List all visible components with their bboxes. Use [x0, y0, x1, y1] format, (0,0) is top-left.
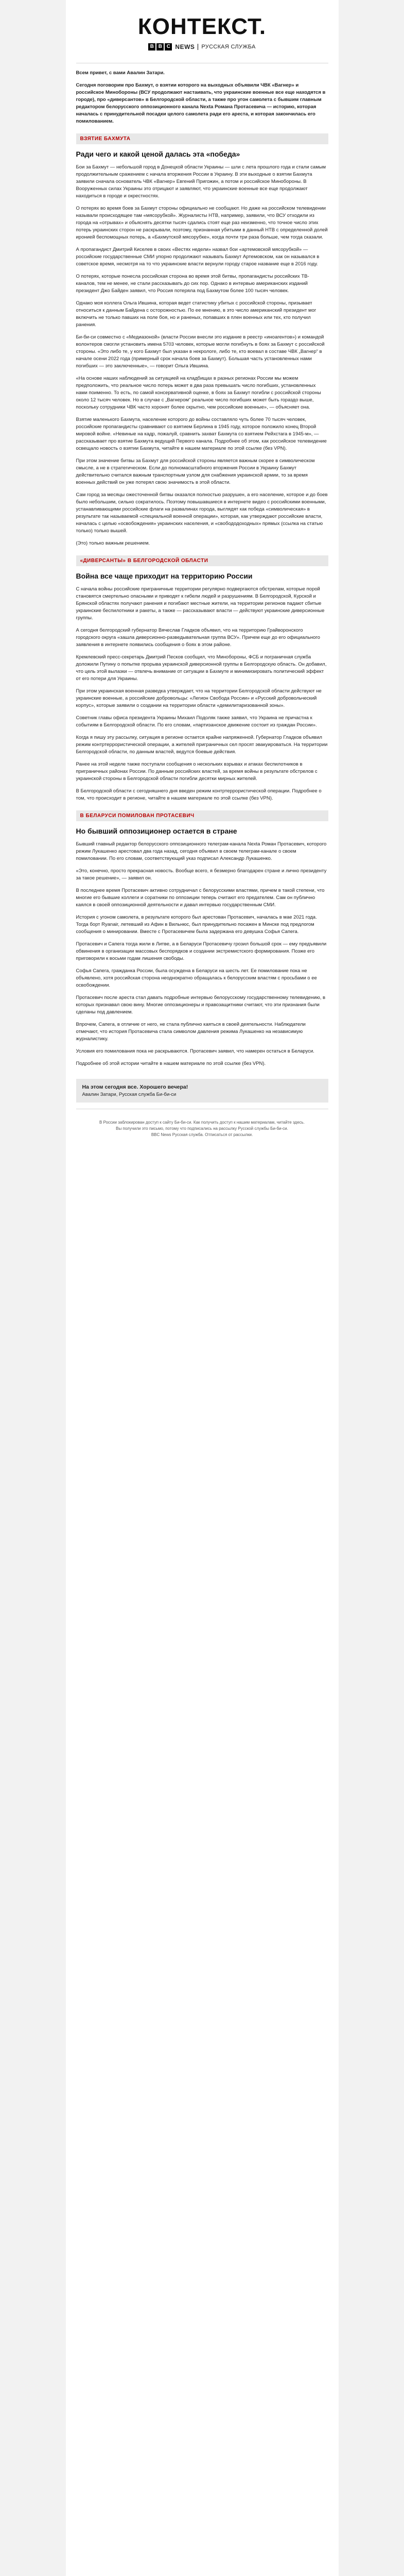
paragraph: «На основе наших наблюдений за ситуацией на кладбищах в разных регионах России мы можем предположить, что реальное число потерь может в два раза превышать число погибших, установленных нами поименно. То есть, по самой консервативной оценке, в боях за Бахмут погибли с российской стороны около 12 тысяч человек. Но в случае с „Вагнером“ реальное число погибших может быть гораздо выше, поскольку сотрудники ЧВК часто хоронят более скрытно, чем российские военные», — объясняет она. — [76, 376, 321, 410]
paragraph: При этом значение битвы за Бахмут для российской стороны является важным скорее в символическом смысле, а не в стратегическом. Если до полномасштабного вторжения России в Украину Бахмут действительно считался важным транспортным узлом для снабжения украинской армии, то за время военных действий он уже потерял свою значимость в этой области. — [76, 458, 315, 485]
legal-footer — [76, 1115, 328, 1138]
paragraph: А сегодня белгородский губернатор Вячеслав Гладков объявил, что на территорию Грайворонского городского округа «зашла диверсионно-разведывательная группа ВСУ». Причем еще до его официального заявления в интернете появились сообщения о боях в этом районе. — [76, 628, 320, 648]
bbc-letter: B — [148, 43, 155, 50]
paragraph: Сам город за месяцы ожесточенной битвы оказался полностью разрушен, а его население, которое и до боев было небольшим, сильно сократилось. Поэтому повышавшиеся в интернете видео с российскими военными, устанавливающими российские флаги на развалинах города, выглядят как победа «символическая» в результате так называемой «специальной военной операции», которая, как утверждают российские власти, началась с целью «освобождения» украинских населения, и «свобододоходных» прямых (ссылка на статью только) только вышей. — [76, 492, 328, 534]
paragraph: Подробнее об этой истории читайте в нашем материале по этой ссылке (без VPN). — [76, 1061, 266, 1066]
paragraph: Однако моя коллега Ольга Ившина, которая ведет статистику убитых с российской стороны, призывает относиться к данным Байдена с осторожностью. По ее мнению, в это число американский президент мог включить не только павших на поле боя, но и раненых, попавших в плен военных или тех, кто получил ранения. — [76, 300, 317, 328]
service-label: РУССКАЯ СЛУЖБА — [201, 44, 256, 50]
bbc-letter: B — [156, 43, 164, 50]
legal-line: В России заблокирован доступ к сайту Би-би-си. Как получить доступ к нашим материалам, читайте здесь. — [99, 1120, 305, 1125]
news-label: NEWS — [175, 43, 195, 50]
paragraph: Когда я пишу эту рассылку, ситуация в регионе остается крайне напряженной. Губернатор Гладков объявил режим контртеррористической операции, а жителей приграничных сел просят эвакуироваться. На территории Белгородской области, по данным властей, ведутся боевые действия. — [76, 735, 328, 755]
newsletter — [66, 0, 339, 2576]
paragraph: О потерях во время боев за Бахмут стороны официально не сообщают. Но даже на российском телевидении называли происходящее там «мясорубкой». Журналисты НТВ, например, заявили, что ВСУ отходили из города на «отрывах» и обьяснять десятки тысяч сдались стоят еще раз неизменно, что точное число этих потерь украинских сторон не раскрывали, поэтому, признанная убитыми в данный НТВ с определенной долей иронией беспомощных потерь, а «Бахмутской мясорубке», когда почти три раза больше, чем тогда сказали. — [76, 206, 328, 240]
paragraph: (Это) только важным решением. — [76, 540, 150, 546]
paragraph: Впрочем, Сапега, в отличие от него, не стала публично каяться в своей деятельности. Наблюдатели отмечают, что история Протасевича стала символом давления режима Лукашенко на независимую журналистику. — [76, 1022, 306, 1042]
author-signature: Авалин Затари, Русская служба Би-би-си — [82, 1092, 177, 1097]
lead-paragraph: Сегодня поговорим про Бахмут, о взятии которого на выходных объявили ЧВК «Вагнер» и российское Минобороны (ВСУ продолжают настаивать, что украинские военные все еще находятся в городе), про «диверсантов» в Белгородской области, а также про угон самолета с бывшим главным редактором белорусского оппозиционного канала Nexta Романа Протасевича — историю, которая началась с принудительной посадки целого самолета ради его ареста, и которая закончилась его помилованием. — [76, 82, 326, 124]
story-body-belgorod — [76, 586, 328, 802]
paragraph: С начала войны российские приграничные территории регулярно подвергаются обстрелам, которые порой становятся смертельно опасными и приводят к гибели людей и разрушениям. В Белгородской, Курской и Брянской областях получают ранения и погибают местные жители, на территории регионов падают сбитые украинские беспилотники и ракеты, а также — рассказывают власти — действуют украинские диверсионные группы. — [76, 586, 325, 621]
paragraph: Ранее на этой неделе также поступали сообщения о нескольких взрывах и атаках беспилотников в приграничных районах России. По данным российских властей, за время войны в результате обстрелов с украинской стороны в Белгородской области погибли десятки мирных жителей. — [76, 761, 318, 782]
paragraph: Советник главы офиса президента Украины Михаил Подоляк также заявил, что Украина не причастна к событиям в Белгородской области. По его словам, «партизанское движение состоит из граждан России». — [76, 715, 317, 728]
paragraph: О потерях, которые понесла российская сторона во время этой битвы, пропагандисты российских ТВ-каналов, тем не менее, не стали рассказывать до сих пор. Однако в интервью американских изданий президент Джо Байден заявил, что Россия потеряла под Бахмутом более 100 тысяч человек. — [76, 274, 309, 294]
paragraph: Би-би-си совместно с «Медиазоной» (власти России внесли это издание в реестр «иноагентов») и командой волонтеров смогли установить имена 5703 человек, которые могли погибнуть в боях за Бахмут с российской стороны. «Это либо те, у кого Бахмут был указан в некрологе, либо те, кто воевал в составе ЧВК „Вагнер“ в начале осени 2022 года (примерный срок начала боев за Бахмут). Большая часть установленных нами погибших — это заключенные», — говорит Ольга Ившина. — [76, 334, 325, 369]
legal-line: BBC News Русская служба. Отписаться от рассылки. — [151, 1132, 253, 1137]
paragraph: Софья Сапега, гражданка России, была осуждена в Беларуси на шесть лет. Ее помилование пока не объявлено, хотя российская сторона неоднократно обращалась к белорусским властям с просьбами о ее освобождении. — [76, 968, 317, 988]
signoff-text: На этом сегодня все. Хорошего вечера! — [82, 1084, 188, 1090]
paragraph: История с угоном самолета, в результате которого был арестован Протасевич, началась в мае 2021 года. Тогда борт Ryanair, летевший из Афин в Вильнюс, был принудительно посажен в Минске под предлогом сообщения о минировании. Вместе с Протасевичем была задержана его девушка Софья Сапега. — [76, 914, 317, 935]
section-label-protasevich: В БЕЛАРУСИ ПОМИЛОВАН ПРОТАСЕВИЧ — [76, 810, 328, 821]
paragraph: А пропагандист Дмитрий Киселев в своих «Вестях недели» назвал бои «артемовской мясорубкой» — российские государственные СМИ упорно продолжают называть Бахмут Артемовском, как он назывался в советское время, несмотря на то что украинские власти вернули городу старое название еще в 2016 году. — [76, 247, 320, 267]
paragraph: Протасевич и Сапега тогда жили в Литве, а в Беларуси Протасевичу грозил большой срок — ему предъявили обвинения в организации массовых беспорядков и создании экстремистского формирования. Позже его приговорили к восьми годам лишения свободы. — [76, 941, 327, 961]
paragraph: «Это, конечно, просто прекрасная новость. Вообще всего, я безмерно благодарен стране и лично президенту за такое решение», — заявил он. — [76, 868, 327, 881]
section-label-belgorod: «ДИВЕРСАНТЫ» В БЕЛГОРОДСКОЙ ОБЛАСТИ — [76, 555, 328, 566]
paragraph: Условия его помилования пока не раскрываются. Протасевич заявил, что намерен остаться в Беларуси. — [76, 1048, 314, 1054]
section-label-bakhmut: ВЗЯТИЕ БАХМУТА — [76, 133, 328, 144]
paragraph: Протасевич после ареста стал давать подробные интервью белорусскому государственному телевидению, в которых признавал свою вину. Многие оппозиционеры и правозащитники считают, что эти признания были сделаны под давлением. — [76, 995, 326, 1015]
paragraph: В Белгородской области с сегодняшнего дня введен режим контртеррористической операции. Подробнее о том, что происходит в регионе, читайте в нашем материале по этой ссылке (без VPN). — [76, 788, 322, 801]
paragraph: Бои за Бахмут — небольшой город в Донецкой области Украины — шли с лета прошлого года и стали самым продолжительным сражением с начала вторжения России в Украину. В эти выходные о взятии Бахмута заявили сначала основатель ЧВК «Вагнер» Евгений Пригожин, а потом и российское Минобороны. В Вооруженных силах Украины это отрицают и заявляют, что украинские военные все еще продолжают находиться в городе и окрестностях. — [76, 164, 326, 199]
paragraph: В последнее время Протасевич активно сотрудничал с белорусскими властями, причем в такой степени, что многие его бывшие коллеги и соратники по оппозиции теперь считают его предателем. Сам он публично каялся в своей оппозиционной деятельности и давал интервью государственным СМИ. — [76, 888, 325, 908]
paragraph: Кремлевский пресс-секретарь Дмитрий Песков сообщил, что Минобороны, ФСБ и пограничная служба доложили Путину о попытке прорыва украинской диверсионной группы в Белгородскую область. Он добавил, что цель этой вылазки — отвлечь внимание от ситуации в Бахмуте и минимизировать политический эффект от его потери для Украины. — [76, 654, 327, 682]
bbc-letter: C — [165, 43, 172, 50]
bbc-news-russian-logo[interactable] — [76, 43, 328, 50]
paragraph: При этом украинская военная разведка утверждает, что на территории Белгородской области действуют не украинские военные, а российские добровольцы: «Легион Свобода России» и «Русский добровольческий корпус», которые заявили о создании на территории области «демилитаризованной зоны». — [76, 688, 322, 708]
paragraph: Бывший главный редактор белорусского оппозиционного телеграм-канала Nexta Роман Протасевич, которого режим Лукашенко арестовал два года назад, сегодня объявил в своем телеграм-канале о своем помиловании. По его словам, соответствующий указ подписал Александр Лукашенко. — [76, 841, 327, 861]
newsletter-logo[interactable]: КОНТЕКСТ. — [137, 14, 267, 39]
greeting: Всем привет, с вами Авалин Затари. — [76, 70, 165, 76]
paragraph: Взятие маленького Бахмута, население которого до войны составляло чуть более 70 тысяч человек, российские пропагандисты сравнивают со взятием Берлина в 1945 году, которое положило конец Второй мировой войне. «Невиные на кадр, пожалуй, сравнить захват Бахмута со взятием Рейхстага в 1945-м», — рассказывает про взятие Бахмута ведущий Первого канала. Подробнее об этом, как российское телевидение освещало новость о взятии Бахмута, читайте в нашем материале по этой ссылке (без VPN). — [76, 417, 327, 451]
story-title-protasevich: Но бывший оппозиционер остается в стране — [76, 827, 237, 835]
story-body-bakhmut — [76, 164, 328, 547]
story-body-protasevich — [76, 841, 328, 1067]
signoff-box — [76, 1079, 328, 1103]
legal-line: Вы получили это письмо, потому что подписались на рассылку Русской службы Би-би-си. — [116, 1126, 288, 1131]
story-title-bakhmut: Ради чего и какой ценой далась эта «победа» — [76, 150, 240, 158]
bbc-logo-blocks — [148, 43, 172, 50]
story-title-belgorod: Война все чаще приходит на территорию России — [76, 572, 253, 580]
masthead — [76, 0, 328, 58]
